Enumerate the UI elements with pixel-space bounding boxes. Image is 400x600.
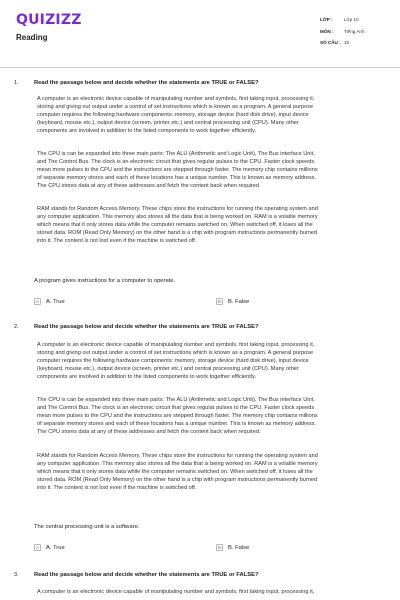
meta-row-subject	[320, 26, 400, 38]
passage-line: (keyboard, mouse etc.), output device (screen, printer etc.) and central processing unit (CPU). Many other	[37, 366, 299, 373]
passage-line: into it. The content is not lost even if the machine is switched off.	[37, 238, 197, 245]
passage-line: into it. The content is not lost even if the machine is switched off.	[37, 485, 197, 492]
meta-label: LỚP :	[320, 17, 333, 23]
passage-line: RAM stands for Random Access Memory. These chips store the instructions for running the operating system and	[37, 206, 318, 212]
meta-value: Tiếng Anh	[344, 28, 365, 34]
option-label: A. True	[46, 298, 65, 305]
passage-line: of separate memory stores and each of these locations has a unique number. This is known as memory address.	[37, 421, 317, 428]
option-a[interactable]	[34, 544, 65, 551]
passage-line: stored data. ROM (Read Only Memory) on the other hand is a chip with program instructions permanently burned	[37, 477, 318, 484]
worksheet-header	[0, 0, 400, 62]
question-title: Read the passage below and decide whether the statements are TRUE or FALSE?	[34, 324, 259, 330]
passage-line: stored data. ROM (Read Only Memory) on the other hand is a chip with program instructions permanently burned	[37, 230, 318, 237]
question-number: 1.	[14, 80, 19, 86]
meta-value: Lớp 10	[344, 17, 359, 23]
passage-paragraph-1	[34, 95, 388, 135]
question-number: 3.	[14, 572, 19, 578]
passage-line: computer requires the following hardware components: memory, storage device (hard disk drive), input device	[37, 358, 309, 365]
passage-line: computer requires the following hardware components: memory, storage device (hard disk drive), input device	[37, 112, 309, 119]
option-label: B. False	[228, 298, 250, 305]
passage-paragraph-1	[34, 588, 388, 596]
option-a[interactable]	[34, 298, 65, 305]
passage-line: components are involved in addition to the listed components to work together efficiently.	[37, 128, 257, 135]
question-title: Read the passage below and decide whether the statements are TRUE or FALSE?	[34, 80, 259, 86]
worksheet-subject: Reading	[16, 33, 48, 42]
option-letter-box: A	[34, 298, 41, 305]
option-b[interactable]	[216, 298, 249, 305]
meta-label: MÔN :	[320, 28, 334, 34]
passage-line: The CPU is can be expanded into three main parts: The ALU (Arithmetic and Logic Unit), The Bus interface Unit,	[37, 151, 315, 157]
passage-paragraph-2	[34, 150, 388, 190]
passage-line: and The Control Bus. The clock is an electronic circuit that gives regular pulses to the CPU. Faster clock speeds	[37, 159, 315, 166]
passage-line: A computer is an electronic device capable of manipulating number and symbols, first taking input, processing it,	[37, 342, 315, 348]
passage-line: mean more pulses to the CPU and the instructions are stepped through faster. The memory chip contains millions	[37, 413, 318, 420]
meta-row-count	[320, 37, 400, 49]
passage-line: The CPU stores data at any of these addresses and fetch the content back when required.	[37, 429, 261, 436]
passage-line: A computer is an electronic device capable of manipulating number and symbols, first taking input, processing it,	[37, 96, 315, 102]
passage-paragraph-3	[34, 205, 388, 245]
option-label: B. False	[228, 544, 250, 551]
question-prompt: A program gives instructions for a computer to operate.	[34, 278, 176, 284]
option-letter-box: B	[216, 298, 223, 305]
passage-line: any computer application. This memory also stores all the data that is being worked on. RAM is a volatile memory	[37, 214, 318, 221]
passage-line: The CPU stores data at any of these addresses and fetch the content back when required.	[37, 183, 261, 190]
passage-paragraph-1	[34, 341, 388, 381]
passage-line: mean more pulses to the CPU and the instructions are stepped through faster. The memory chip contains millions	[37, 167, 318, 174]
option-letter-box: A	[34, 544, 41, 551]
header-divider	[0, 67, 400, 68]
option-b[interactable]	[216, 544, 249, 551]
passage-line: which means that it only stores data while the computer remains switched on. When switched off, it loses all the	[37, 469, 313, 476]
meta-label: SỐ CÂU :	[320, 40, 341, 46]
passage-line: storing and giving out output under a control of set instructions which is known as a program. A general purpose	[37, 350, 314, 357]
question-title: Read the passage below and decide whether the statements are TRUE or FALSE?	[34, 572, 259, 578]
passage-line: and The Control Bus. The clock is an electronic circuit that gives regular pulses to the CPU. Faster clock speeds	[37, 405, 315, 412]
passage-line: storing and giving out output under a control of set instructions which is known as a program. A general purpose	[37, 104, 314, 111]
meta-row-class	[320, 14, 400, 26]
passage-line: which means that it only stores data while the computer remains switched on. When switched off, it loses all the	[37, 222, 313, 229]
passage-line: RAM stands for Random Access Memory. These chips store the instructions for running the operating system and	[37, 453, 318, 459]
option-letter-box: B	[216, 544, 223, 551]
passage-paragraph-3	[34, 452, 388, 492]
quizizz-logo: QUIZIZZ	[16, 12, 82, 28]
passage-line: components are involved in addition to the listed components to work together efficiently.	[37, 374, 257, 381]
worksheet-meta	[320, 14, 400, 49]
option-label: A. True	[46, 544, 65, 551]
question-prompt: The central processing unit is a software.	[34, 524, 140, 530]
question-number: 2.	[14, 324, 19, 330]
passage-line: any computer application. This memory also stores all the data that is being worked on. RAM is a volatile memory	[37, 461, 318, 468]
passage-line: The CPU is can be expanded into three main parts: The ALU (Arithmetic and Logic Unit), The Bus interface Unit,	[37, 397, 315, 403]
passage-line: (keyboard, mouse etc.), output device (screen, printer etc.) and central processing unit (CPU). Many other	[37, 120, 299, 127]
passage-paragraph-2	[34, 396, 388, 436]
passage-line: A computer is an electronic device capable of manipulating number and symbols, first taking input, processing it,	[37, 589, 315, 595]
passage-line: of separate memory stores and each of these locations has a unique number. This is known as memory address.	[37, 175, 317, 182]
meta-value: 15	[344, 40, 350, 46]
